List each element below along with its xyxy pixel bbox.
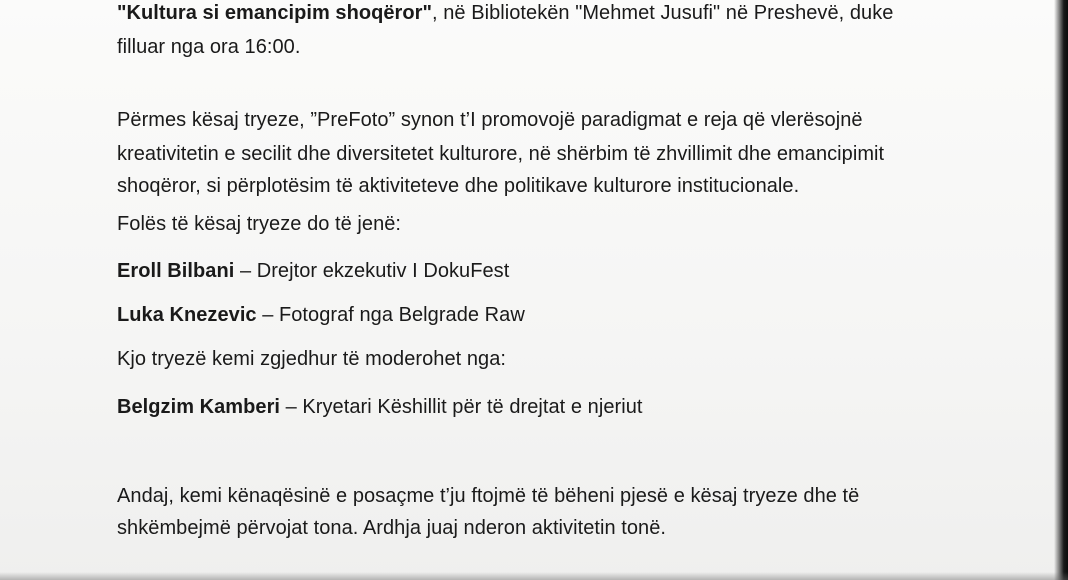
closing-line-1: Andaj, kemi kënaqësinë e posaçme t’ju ftojmë të bëheni pjesë e kësaj tryeze dhe të — [117, 485, 860, 507]
moderator-role: – Kryetari Këshillit për të drejtat e njeriut — [280, 396, 643, 418]
speaker-1-name: Eroll Bilbani — [117, 260, 235, 282]
intro-line-2: filluar nga ora 16:00. — [117, 36, 301, 58]
speakers-heading: Folës të kësaj tryeze do të jenë: — [117, 213, 402, 235]
intro-line-1 — [117, 1, 893, 25]
speaker-2-name: Luka Knezevic — [117, 304, 257, 326]
event-title: "Kultura si emancipim shoqëror" — [117, 2, 433, 24]
purpose-line-1: Përmes kësaj tryeze, ”PreFoto” synon t’I promovojë paradigmat e reja që vlerësojnë — [117, 109, 863, 131]
speaker-2 — [117, 303, 525, 327]
purpose-line-2: kreativitetin e secilit dhe diversitetet kulturore, në shërbim të zhvillimit dhe emancipimit — [117, 143, 885, 165]
moderator-heading: Kjo tryezë kemi zgjedhur të moderohet nga: — [117, 348, 506, 370]
speaker-1-role: – Drejtor ekzekutiv I DokuFest — [234, 260, 510, 282]
closing-line-2: shkëmbejmë përvojat tona. Ardhja juaj nderon aktivitetin tonë. — [117, 517, 666, 539]
page-edge-shadow — [1054, 0, 1068, 580]
page-bottom-shadow — [0, 572, 1068, 580]
moderator-name: Belgzim Kamberi — [117, 396, 281, 418]
speaker-2-role: – Fotograf nga Belgrade Raw — [256, 304, 525, 326]
intro-line-1-rest: , në Bibliotekën "Mehmet Jusufi" në Preshevë, duke — [432, 2, 894, 24]
purpose-line-3: shoqëror, si përplotësim të aktiviteteve dhe politikave kulturore institucionale. — [117, 175, 800, 197]
speaker-1 — [117, 259, 509, 283]
moderator — [117, 395, 642, 419]
